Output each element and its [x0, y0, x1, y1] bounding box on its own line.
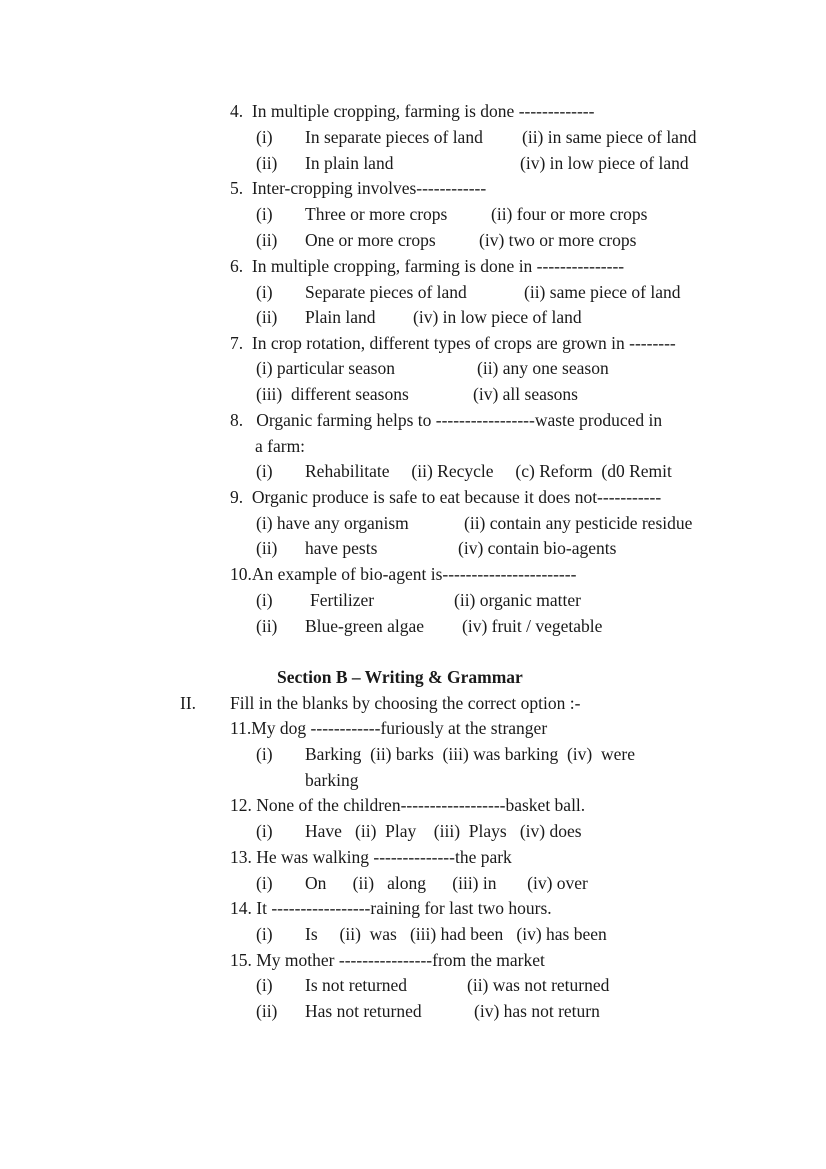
option-text: Barking (ii) barks (iii) was barking (iv) were	[305, 744, 635, 764]
question-11-stem: 11.My dog ------------furiously at the stranger	[230, 718, 548, 738]
option-number: (i)	[256, 975, 273, 995]
option-number: (i)	[256, 204, 273, 224]
option-text: Has not returned	[305, 1001, 422, 1021]
option-text: Is (ii) was (iii) had been (iv) has been	[305, 924, 607, 944]
question-5-stem: 5. Inter-cropping involves------------	[230, 178, 487, 198]
option-text: In plain land	[305, 153, 394, 173]
option-number: (i)	[256, 461, 273, 481]
option-text: Have (ii) Play (iii) Plays (iv) does	[305, 821, 582, 841]
option-text: Separate pieces of land	[305, 282, 467, 302]
option-text: (iv) has not return	[474, 1001, 600, 1021]
question-13-stem: 13. He was walking --------------the park	[230, 847, 512, 867]
option-text: (ii) same piece of land	[524, 282, 681, 302]
option-text: Is not returned	[305, 975, 408, 995]
option-text: (i) have any organism	[256, 513, 409, 533]
option-number: (ii)	[256, 153, 278, 173]
option-text: (ii) organic matter	[454, 590, 581, 610]
question-8-stem: 8. Organic farming helps to -----------------waste produced in	[230, 410, 663, 430]
option-text: Blue-green algae	[305, 616, 425, 636]
question-9-stem: 9. Organic produce is safe to eat because it does not-----------	[230, 487, 662, 507]
option-number: (i)	[256, 744, 273, 764]
option-text: (iv) contain bio-agents	[458, 538, 617, 558]
option-text: Rehabilitate (ii) Recycle (c) Reform (d0 Remit	[305, 461, 672, 481]
option-text: (iv) in low piece of land	[520, 153, 689, 173]
question-4-stem: 4. In multiple cropping, farming is done -------------	[230, 101, 595, 121]
question-8-stem-cont: a farm:	[255, 436, 306, 456]
question-15-stem: 15. My mother ----------------from the market	[230, 950, 545, 970]
question-14-stem: 14. It -----------------raining for last two hours.	[230, 898, 552, 918]
option-number: (i)	[256, 127, 273, 147]
option-text: (ii) was not returned	[467, 975, 610, 995]
option-number: (i)	[256, 282, 273, 302]
option-number: (i)	[256, 590, 273, 610]
option-text: On (ii) along (iii) in (iv) over	[305, 873, 588, 893]
option-text: (iv) all seasons	[473, 384, 578, 404]
question-7-stem: 7. In crop rotation, different types of crops are grown in --------	[230, 333, 676, 353]
option-text: (iii) different seasons	[256, 384, 409, 404]
question-6-stem: 6. In multiple cropping, farming is done in ---------------	[230, 256, 625, 276]
option-number: (ii)	[256, 230, 278, 250]
question-10-stem: 10.An example of bio-agent is-----------------------	[230, 564, 577, 584]
option-text: (iv) two or more crops	[479, 230, 637, 250]
option-number: (ii)	[256, 307, 278, 327]
question-12-stem: 12. None of the children------------------basket ball.	[230, 795, 586, 815]
option-text: (ii) any one season	[477, 358, 609, 378]
option-text: (ii) four or more crops	[491, 204, 648, 224]
option-text: (ii) contain any pesticide residue	[464, 513, 693, 533]
option-number: (i)	[256, 873, 273, 893]
option-text: One or more crops	[305, 230, 436, 250]
option-number: (i)	[256, 821, 273, 841]
option-number: (ii)	[256, 538, 278, 558]
option-number: (i)	[256, 924, 273, 944]
option-text: (iv) fruit / vegetable	[462, 616, 603, 636]
option-text: have pests	[305, 538, 378, 558]
section-instruction: Fill in the blanks by choosing the correct option :-	[230, 693, 581, 713]
option-number: (ii)	[256, 1001, 278, 1021]
option-text: (i) particular season	[256, 358, 395, 378]
option-text: Fertilizer	[310, 590, 375, 610]
option-text: Plain land	[305, 307, 376, 327]
option-text: (ii) in same piece of land	[522, 127, 697, 147]
option-text: Three or more crops	[305, 204, 448, 224]
option-text-cont: barking	[305, 770, 359, 790]
section-roman-number: II.	[180, 693, 197, 713]
option-text: In separate pieces of land	[305, 127, 483, 147]
section-heading: Section B – Writing & Grammar	[277, 667, 523, 687]
option-number: (ii)	[256, 616, 278, 636]
option-text: (iv) in low piece of land	[413, 307, 582, 327]
